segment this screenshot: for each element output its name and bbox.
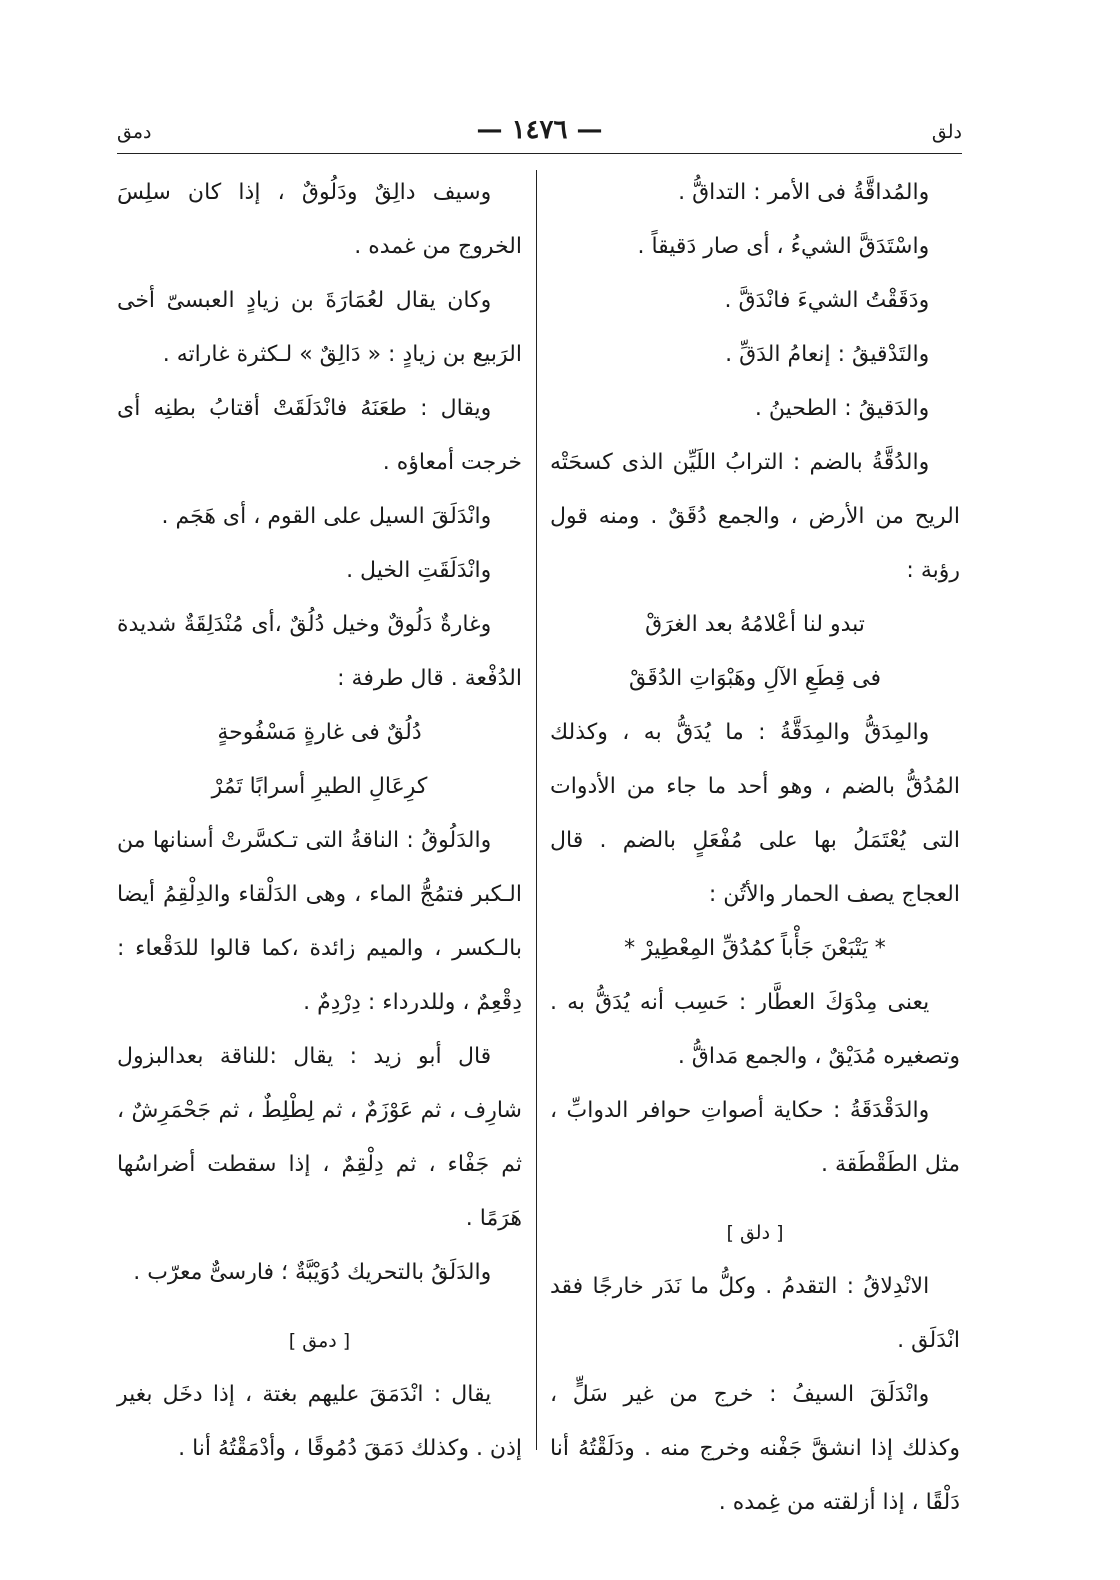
left-paragraph: والدَلَقُ بالتحريك دُوَيْبَّةٌ ؛ فارسىٌّ معرّب . bbox=[133, 1260, 492, 1285]
left-verse: دُلُقٌ فى غارةٍ مَسْفُوحةٍ bbox=[217, 720, 422, 745]
left-paragraph: وسيف دالِقٌ ودَلُوقٌ ، إذا كان سلِسَ الخروج من غمده . bbox=[117, 180, 522, 259]
right-paragraph: والدَقيقُ : الطحينُ . bbox=[754, 396, 930, 421]
right-paragraph: والدَقْدَقَةُ : حكاية أصواتِ حوافر الدوابِّ ، مثل الطَقْطَقة . bbox=[550, 1098, 960, 1177]
left-verse: كرِعَالِ الطيرِ أسرابًا تَمُرْ bbox=[211, 774, 428, 799]
right-paragraph: واسْتَدَقَّ الشيءُ ، أى صار دَقيقاً . bbox=[637, 234, 930, 259]
right-paragraph: يعنى مِدْوَكَ العطَّار : حَسِب أنه يُدَقُّ به . وتصغيره مُدَيْقٌ ، والجمع مَداقُّ . bbox=[550, 990, 960, 1069]
header-rule bbox=[117, 153, 962, 154]
left-paragraph: وانْدَلَقَ السيل على القوم ، أى هَجَم . bbox=[161, 504, 492, 529]
right-paragraph: ودَقَقْتُ الشيءَ فانْدَقَّ . bbox=[724, 288, 930, 313]
right-verse: تبدو لنا أعْلامُهُ بعد الغرَقْ bbox=[645, 612, 865, 637]
right-column bbox=[550, 166, 960, 1530]
left-column bbox=[117, 166, 522, 1476]
page-header bbox=[117, 115, 962, 155]
left-paragraph: يقال : انْدَمَقَ عليهم بغتة ، إذا دخَل بغير إذن . وكذلك دَمَقَ دُمُوقًا ، وأدْمَقْتُهُ أنا . bbox=[117, 1382, 522, 1461]
left-paragraph: ويقال : طعَنَهُ فانْدَلَقَتْ أقتابُ بطنِه أى خرجت أمعاؤه . bbox=[117, 396, 522, 475]
page-number: — ١٤٧٦ — bbox=[476, 115, 603, 145]
left-paragraph: والدَلُوقُ : الناقةُ التى تـكسَّرتْ أسنانها من الـكبر فتمُجُّ الماء ، وهى الدَلْقاء والدِلْقِمُ أيضا بالـكسر ، والميم زائدة ،كما قالوا للدَقْعاء : دِقْعِمٌ ، وللدرداء : دِرْدِمٌ . bbox=[117, 828, 522, 1015]
right-paragraph: والتَدْقيقُ : إنعامُ الدَقِّ . bbox=[725, 342, 930, 367]
left-paragraph: وغارةٌ دَلُوقٌ وخيل دُلُقٌ ،أى مُنْدَلِقَةٌ شديدة الدُفْعة . قال طرفة : bbox=[117, 612, 522, 691]
column-divider bbox=[536, 170, 537, 1450]
left-paragraph: وانْدَلَقَتِ الخيل . bbox=[346, 558, 492, 583]
right-paragraph: الانْدِلاقُ : التقدمُ . وكلُّ ما نَدَر خارجًا فقد انْدَلَق . bbox=[550, 1274, 960, 1353]
right-paragraph: والدُقَّةُ بالضم : الترابُ اللَيِّن الذى كسحَتْه الريح من الأرض ، والجمع دُقَقٌ . ومنه قول رؤبة : bbox=[550, 450, 960, 583]
right-title: [ دلق ] bbox=[726, 1222, 784, 1244]
right-verse: فى قِطَعِ الآلِ وهَبْوَاتِ الدُقَقْ bbox=[628, 666, 882, 691]
right-paragraph: والمُداقَّةُ فى الأمر : التداقُّ . bbox=[678, 180, 930, 205]
left-title: [ دمق ] bbox=[288, 1330, 351, 1352]
right-paragraph: وانْدَلَقَ السيفُ : خرج من غير سَلٍّ ، وكذلك إذا انشقَّ جَفْنه وخرج منه . ودَلَقْتُهُ أنا دَلْقًا ، إذا أزلقته من غِمده . bbox=[550, 1382, 960, 1515]
left-paragraph: قال أبو زيد : يقال :للناقة بعدالبزول شارِف ، ثم عَوْزَمٌ ، ثم لِطْلِطٌ ، ثم جَحْمَرِشٌ ، ثم جَفْاء ، ثم دِلْقِمٌ ، إذا سقطت أضراسُها هَرَمًا . bbox=[117, 1044, 522, 1231]
right-verse: * يَتْبَعْنَ جَأْباً كمُدُقِّ المِعْطِيرْ * bbox=[624, 936, 886, 961]
right-paragraph: والمِدَقُّ والمِدَقَّةُ : ما يُدَقُّ به ، وكذلك المُدُقُّ بالضم ، وهو أحد ما جاء من الأدوات التى يُعْتَمَلُ بها على مُفْعَلٍ بالضم . قال العجاج يصف الحمار والأتُن : bbox=[550, 720, 960, 907]
header-right-keyword: دلق bbox=[931, 121, 962, 143]
header-left-keyword: دمق bbox=[117, 121, 152, 143]
left-paragraph: وكان يقال لعُمَارَةَ بن زيادٍ العبسىّ أخى الرَبيع بن زيادٍ : « دَالِقٌ » لـكثرة غاراته . bbox=[117, 288, 522, 367]
